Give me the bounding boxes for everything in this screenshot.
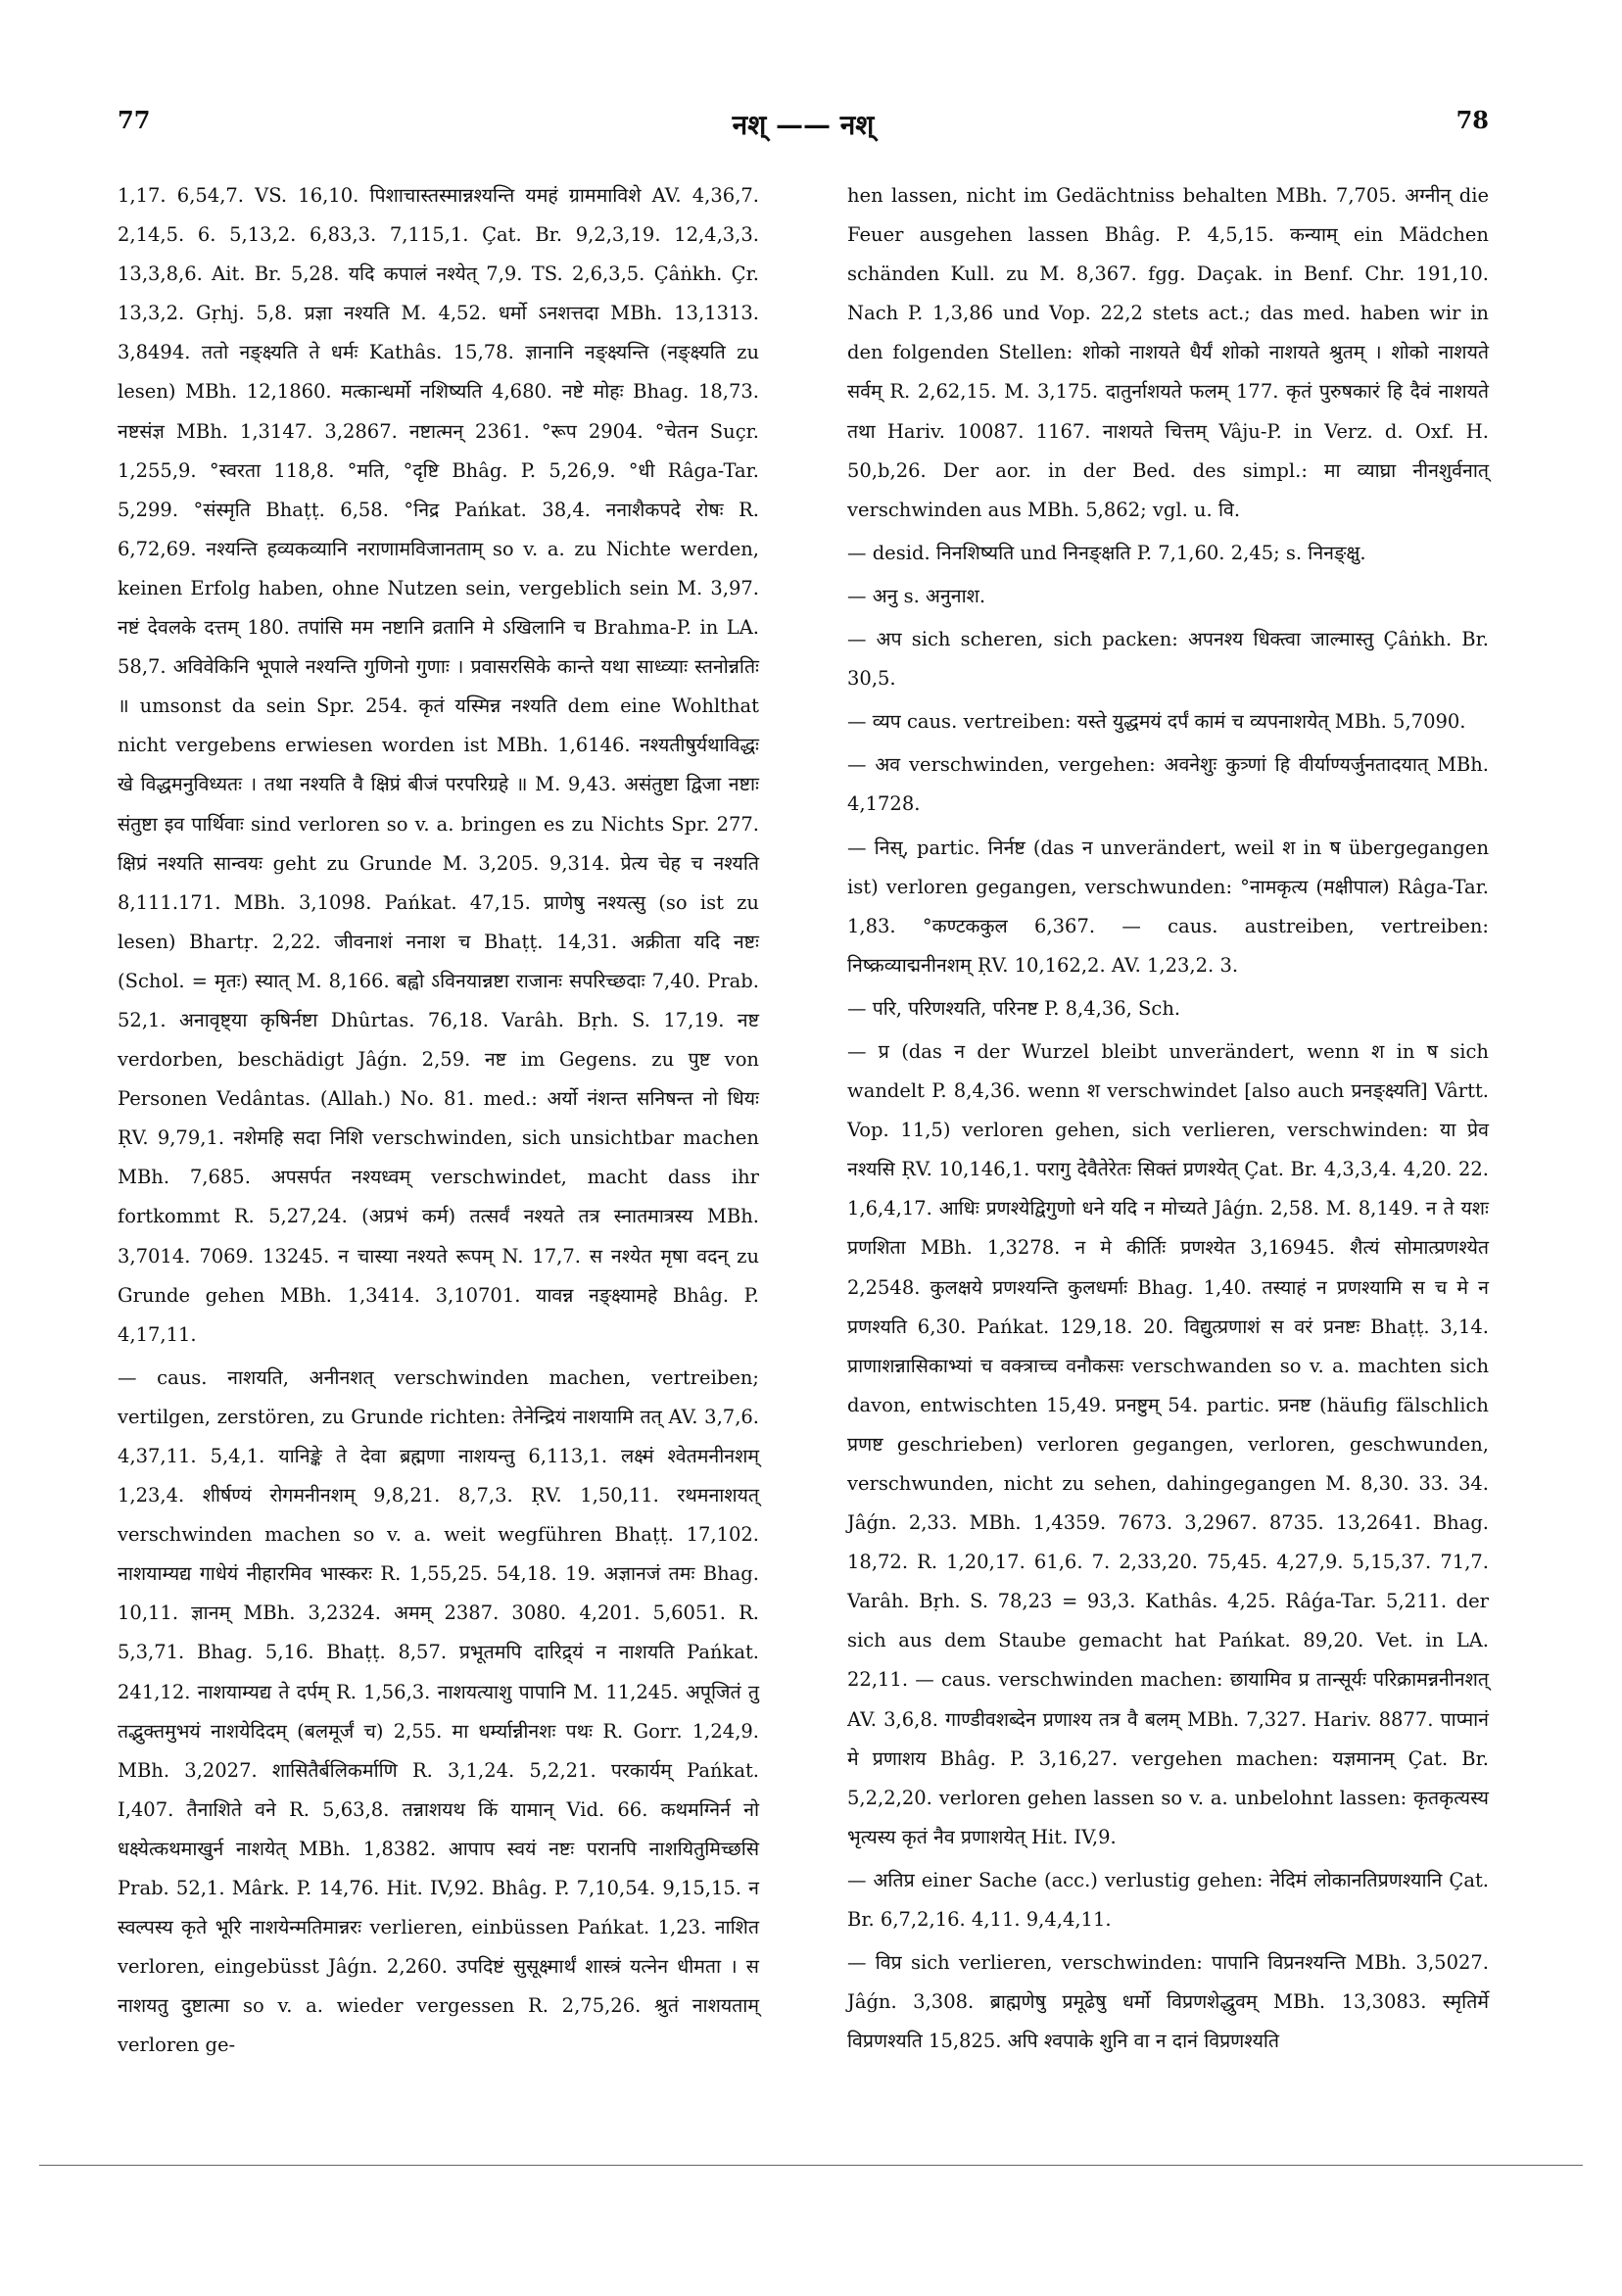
page-number-left: 77 [118, 106, 151, 134]
left-column [118, 176, 759, 2066]
paragraph-nis: — निस्, partic. निर्नष्ट (das न unverändert, weil श in ष übergegangen ist) verloren gegangen, verschwunden: °नामकृत्य (मक्षीपाल) Râga-Tar. 1,83. °कण्टककुल 6,367. — caus. austreiben, vertreiben: निष्क्रव्याद्मनीनशम् ṚV. 10,162,2. AV. 1,23,2. 3. [847, 836, 1489, 977]
paragraph-apa: — अप sich scheren, sich packen: अपनश्य धिक्त्वा जाल्मास्तु Çâṅkh. Br. 30,5. [847, 628, 1489, 691]
footer-rule [39, 2165, 1583, 2166]
paragraph-desiderative: — desid. निनशिष्यति und निनङ्क्षति P. 7,1,60. 2,45; s. निनङ्क्षु. [847, 541, 1366, 564]
running-head-title: नश् —— नश् [732, 109, 875, 141]
right-column [847, 176, 1489, 2061]
paragraph-anu: — अनु s. अनुनाश. [847, 584, 986, 607]
paragraph-vyapa: — व्यप caus. vertreiben: यस्ते युद्धमयं दर्पं कामं च व्यपनाशयेत् MBh. 5,7090. [847, 710, 1466, 734]
paragraph-atipra: — अतिप्र einer Sache (acc.) verlustig gehen: नेदिमं लोकानतिप्रणश्यानि Çat. Br. 6,7,2,16. 4,11. 9,4,4,11. [847, 1868, 1489, 1932]
paragraph-causative-continued: hen lassen, nicht im Gedächtniss behalten MBh. 7,705. अग्नीन् die Feuer ausgehen lassen Bhâg. P. 4,5,15. कन्याम् ein Mädchen schänden Kull. zu M. 8,367. fgg. Daçak. in Benf. Chr. 191,10. Nach P. 1,3,86 und Vop. 22,2 stets act.; das med. haben wir in den folgenden Stellen: शोको नाशयते धैर्यं शोको नाशयते श्रुतम् । शोको नाशयते सर्वम् R. 2,62,15. M. 3,175. दातुर्नाशयते फलम् 177. कृतं पुरुषकारं हि दैवं नाशयते तथा Hariv. 10087. 1167. नाशयते चित्तम् Vâju-P. in Verz. d. Oxf. H. 50,b,26. Der aor. in der Bed. des simpl.: मा व्याघ्रा नीनशुर्वनात् verschwinden aus MBh. 5,862; vgl. u. वि. [847, 184, 1489, 521]
paragraph-simple-verb: 1,17. 6,54,7. VS. 16,10. पिशाचास्तस्मान्नश्यन्ति यमहं ग्राममाविशे AV. 4,36,7. 2,14,5. 6. 5,13,2. 6,83,3. 7,115,1. Çat. Br. 9,2,3,19. 12,4,3,3. 13,3,8,6. Ait. Br. 5,28. यदि कपालं नश्येत् 7,9. TS. 2,6,3,5. Çâṅkh. Çr. 13,3,2. Gṛhj. 5,8. प्रज्ञा नश्यति M. 4,52. धर्मो ऽनशत्तदा MBh. 13,1313. 3,8494. ततो नङ्क्ष्यति ते धर्मः Kathâs. 15,78. ज्ञानानि नङ्क्ष्यन्ति (नङ्क्ष्यति zu lesen) MBh. 12,1860. मत्कान्धर्मो नशिष्यति 4,680. नष्टे मोहः Bhag. 18,73. नष्टसंज्ञ MBh. 1,3147. 3,2867. नष्टात्मन् 2361. °रूप 2904. °चेतन Suçr. 1,255,9. °स्वरता 118,8. °मति, °दृष्टि Bhâg. P. 5,26,9. °धी Râga-Tar. 5,299. °संस्मृति Bhaṭṭ. 6,58. °निद्र Pańkat. 38,4. ननाशैकपदे रोषः R. 6,72,69. नश्यन्ति हव्यकव्यानि नराणामविजानताम् so v. a. zu Nichte werden, keinen Erfolg haben, ohne Nutzen sein, vergeblich sein M. 3,97. नष्टं देवलके दत्तम् 180. तपांसि मम नष्टानि व्रतानि मे ऽखिलानि च Brahma-P. in LA. 58,7. अविवेकिनि भूपाले नश्यन्ति गुणिनो गुणाः । प्रवासरसिके कान्ते यथा साध्व्याः स्तनोन्नतिः ॥ umsonst da sein Spr. 254. कृतं यस्मिन्न नश्यति dem eine Wohlthat nicht vergebens erwiesen worden ist MBh. 1,6146. नश्यतीषुर्यथाविद्धः खे विद्धमनुविध्यतः । तथा नश्यति वै क्षिप्रं बीजं परपरिग्रहे ॥ M. 9,43. असंतुष्टा द्विजा नष्टाः संतुष्टा इव पार्थिवाः sind verloren so v. a. bringen es zu Nichts Spr. 277. क्षिप्रं नश्यति सान्वयः geht zu Grunde M. 3,205. 9,314. प्रेत्य चेह च नश्यति 8,111.171. MBh. 3,1098. Pańkat. 47,15. प्राणेषु नश्यत्सु (so ist zu lesen) Bhartṛ. 2,22. जीवनाशं ननाश च Bhaṭṭ. 14,31. अक्रीता यदि नष्टः (Schol. = मृतः) स्यात् M. 8,166. बह्वो ऽविनयान्नष्टा राजानः सपरिच्छदाः 7,40. Prab. 52,1. अनावृष्ट्या कृषिर्नष्टा Dhûrtas. 76,18. Varâh. Bṛh. S. 17,19. नष्ट verdorben, beschädigt Jâǵn. 2,59. नष्ट im Gegens. zu पुष्ट von Personen Vedântas. (Allah.) No. 81. med.: अर्यो नंशन्त सनिषन्त नो धियः ṚV. 9,79,1. नशेमहि सदा निशि verschwinden, sich unsichtbar machen MBh. 7,685. अपसर्पत नश्यध्वम् verschwindet, macht dass ihr fortkommt R. 5,27,24. (अप्रभं कर्म) तत्सर्वं नश्यते तत्र स्नातमात्रस्य MBh. 3,7014. 7069. 13245. न चास्या नश्यते रूपम् N. 17,7. स नश्येत मृषा वदन् zu Grunde gehen MBh. 1,3414. 3,10701. यावन्न नङ्क्ष्यामहे Bhâg. P. 4,17,11. [118, 184, 759, 1346]
paragraph-vipra: — विप्र sich verlieren, verschwinden: पापानि विप्रनश्यन्ति MBh. 3,5027. Jâǵn. 3,308. ब्राह्मणेषु प्रमूढेषु धर्मो विप्रणशेद्धुवम् MBh. 13,3083. स्मृतिर्मे विप्रणश्यति 15,825. अपि श्वपाके शुनि वा न दानं विप्रणश्यति [847, 1951, 1489, 2053]
paragraph-pra: — प्र (das न der Wurzel bleibt unverändert, wenn श in ष sich wandelt P. 8,4,36. wenn श verschwindet [also auch प्रनङ्क्ष्यति] Vârtt. Vop. 11,5) verloren gehen, sich verlieren, verschwinden: या प्रेव नश्यसि ṚV. 10,146,1. परागु देवैतेरेतः सिक्तं प्रणश्येत् Çat. Br. 4,3,3,4. 4,20. 22. 1,6,4,17. आधिः प्रणश्येद्विगुणो धने यदि न मोच्यते Jâǵn. 2,58. M. 8,149. न ते यशः प्रणशिता MBh. 1,3278. न मे कीर्तिः प्रणश्येत 3,16945. शैत्यं सोमात्प्रणश्येत 2,2548. कुलक्षये प्रणश्यन्ति कुलधर्माः Bhag. 1,40. तस्याहं न प्रणश्यामि स च मे न प्रणश्यति 6,30. Pańkat. 129,18. 20. विद्युत्प्रणाशं स वरं प्रनष्टः Bhaṭṭ. 3,14. प्राणाशन्नासिकाभ्यां च वक्त्राच्च वनौकसः verschwanden so v. a. machten sich davon, entwischten 15,49. प्रनष्टुम् 54. partic. प्रनष्ट (häufig fälschlich प्रणष्ट geschrieben) verloren gegangen, verloren, geschwunden, verschwunden, nicht zu sehen, dahingegangen M. 8,30. 33. 34. Jâǵn. 2,33. MBh. 1,4359. 7673. 3,2967. 8735. 13,2641. Bhag. 18,72. R. 1,20,17. 61,6. 7. 2,33,20. 75,45. 4,27,9. 5,15,37. 71,7. Varâh. Bṛh. S. 78,23 = 93,3. Kathâs. 4,25. Râǵa-Tar. 5,211. der sich aus dem Staube gemacht hat Pańkat. 89,20. Vet. in LA. 22,11. — caus. verschwinden machen: छायामिव प्र तान्सूर्यः परिक्रामन्ननीनशत् AV. 3,6,8. गाण्डीवशब्देन प्रणाश्य तत्र वै बलम् MBh. 7,327. Hariv. 8877. पाप्मानं मे प्रणाशय Bhâg. P. 3,16,27. vergehen machen: यज्ञमानम् Çat. Br. 5,2,2,20. verloren gehen lassen so v. a. unbelohnt lassen: कृतकृत्यस्य भृत्यस्य कृतं नैव प्रणाशयेत् Hit. IV,9. [847, 1039, 1489, 1848]
page-number-right: 78 [1455, 106, 1489, 134]
running-header [118, 106, 1489, 155]
paragraph-causative: — caus. नाशयति, अनीनशत् verschwinden machen, vertreiben; vertilgen, zerstören, zu Grunde richten: तेनेन्द्रियं नाशयामि तत् AV. 3,7,6. 4,37,11. 5,4,1. यानिङ्के ते देवा ब्रह्मणा नाशयन्तु 6,113,1. लक्ष्मं श्वेतमनीनशम् 1,23,4. शीर्षण्यं रोगमनीनशम् 9,8,21. 8,7,3. ṚV. 1,50,11. रथमनाशयत् verschwinden machen so v. a. weit wegführen Bhaṭṭ. 17,102. नाशयाम्यद्य गाधेयं नीहारमिव भास्करः R. 1,55,25. 54,18. 19. अज्ञानजं तमः Bhag. 10,11. ज्ञानम् MBh. 3,2324. अमम् 2387. 3080. 4,201. 5,6051. R. 5,3,71. Bhag. 5,16. Bhaṭṭ. 8,57. प्रभूतमपि दारिद्र्यं न नाशयति Pańkat. 241,12. नाशयाम्यद्य ते दर्पम् R. 1,56,3. नाशयत्याशु पापानि M. 11,245. अपूजितं तु तद्भुक्तमुभयं नाशयेदिदम् (बलमूर्जं च) 2,55. मा धर्म्यान्नीनशः पथः R. Gorr. 1,24,9. MBh. 3,2027. शासितैर्बलिकर्माणि R. 3,1,24. 5,2,21. परकार्यम् Pańkat. I,407. तैनाशिते वने R. 5,63,8. तन्नाशयथ किं यामान् Vid. 66. कथमग्निर्न नो धक्ष्येत्कथमाखुर्न नाशयेत् MBh. 1,8382. आपाप स्वयं नष्टः परानपि नाशयितुमिच्छसि Prab. 52,1. Mârk. P. 14,76. Hit. IV,92. Bhâg. P. 7,10,54. 9,15,15. न स्वल्पस्य कृते भूरि नाशयेन्मतिमान्नरः verlieren, einbüssen Pańkat. 1,23. नाशित verloren, eingebüsst Jâǵn. 2,260. उपदिष्टं सुसूक्ष्मार्थं शास्त्रं यत्नेन धीमता । स नाशयतु दुष्टात्मा so v. a. wieder vergessen R. 2,75,26. श्रुतं नाशयताम् verloren ge- [118, 1365, 759, 2057]
paragraph-ava: — अव verschwinden, vergehen: अवनेशुः कुत्र्णां हि वीर्याण्यर्जुनतादयात् MBh. 4,1728. [847, 753, 1489, 816]
paragraph-pari: — परि, परिणश्यति, परिनष्ट P. 8,4,36, Sch. [847, 996, 1181, 1020]
